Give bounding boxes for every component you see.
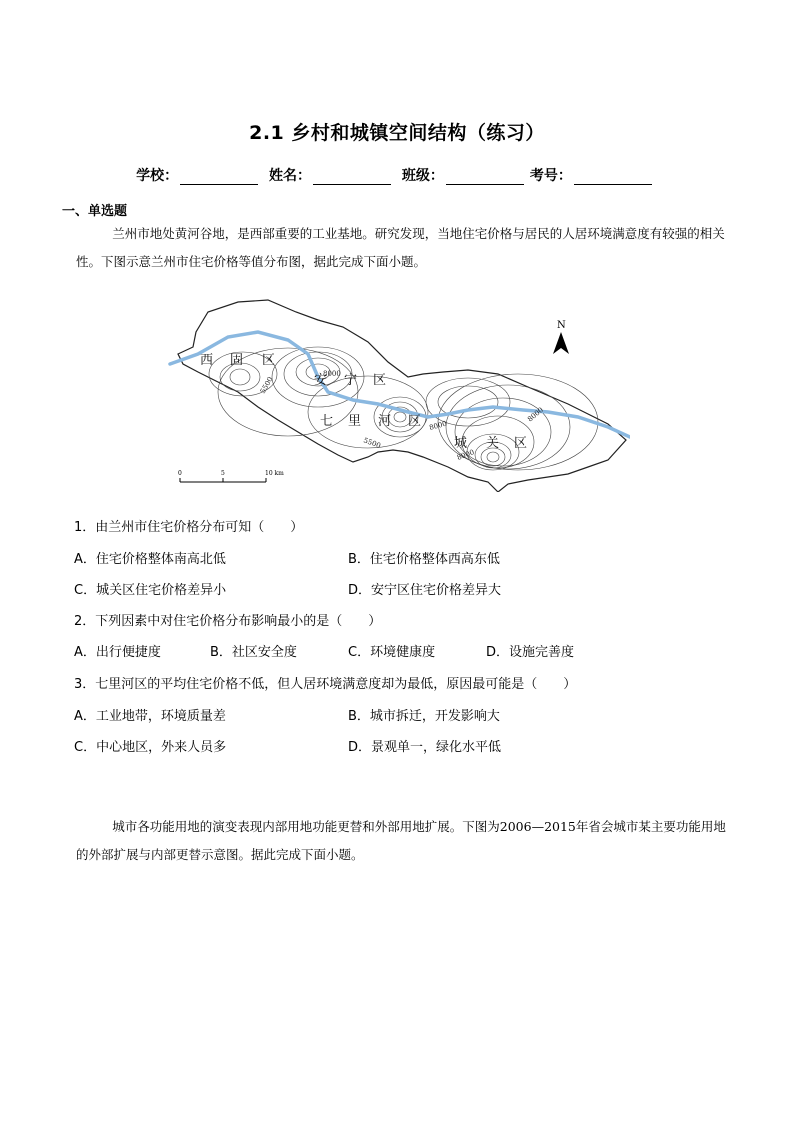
q3-option-b[interactable]: B．城市拆迁，开发影响大 [348, 709, 500, 724]
contour-label: 5500 [258, 375, 275, 395]
q3-option-a[interactable]: A．工业地带，环境质量差 [74, 709, 226, 724]
contour-label: 8000 [526, 405, 545, 424]
district-qilihe-1: 七 [320, 414, 334, 429]
student-info-row [0, 165, 794, 185]
district-chengguan-1: 城 [454, 436, 468, 451]
q3-option-c[interactable]: C．中心地区，外来人员多 [74, 740, 227, 755]
q2-option-d[interactable]: D．设施完善度 [486, 645, 575, 660]
district-xigu-3: 区 [262, 353, 276, 368]
district-chengguan-3: 区 [514, 436, 528, 451]
district-anning-3: 区 [373, 373, 387, 388]
section-heading: 一、单选题 [62, 204, 128, 219]
name-field[interactable] [313, 170, 391, 185]
contour-label: 5500 [362, 436, 382, 450]
north-label: N [557, 320, 566, 331]
contour-label: 8000 [428, 419, 448, 432]
svg-text:0: 0 [178, 470, 182, 477]
district-qilihe-4: 区 [408, 414, 422, 429]
district-xigu-1: 西 [200, 353, 214, 368]
contour-label: 8000 [323, 370, 341, 378]
contour-label: 8000 [455, 448, 476, 462]
scale-bar [178, 470, 284, 482]
exam-no-label: 考号： [529, 168, 572, 184]
passage-2: 城市各功能用地的演变表现内部用地功能更替和外部用地扩展。下图为2006—2015年省会城市某主要功能用地的外部扩展与内部更替示意图。据此完成下面小题。 [76, 819, 726, 862]
svg-text:10 km: 10 km [265, 470, 284, 477]
q1-option-b[interactable]: B．住宅价格整体西高东低 [348, 552, 500, 567]
lanzhou-housing-price-map [168, 292, 630, 492]
page-title: 2.1 乡村和城镇空间结构（练习） [249, 122, 545, 144]
q1-option-d[interactable]: D．安宁区住宅价格差异大 [348, 583, 502, 598]
q2-option-a[interactable]: A．出行便捷度 [74, 645, 161, 660]
north-arrow [553, 320, 569, 354]
q2-option-b[interactable]: B．社区安全度 [210, 645, 297, 660]
q3-option-d[interactable]: D．景观单一，绿化水平低 [348, 740, 502, 755]
school-label: 学校： [136, 168, 179, 184]
q1-option-c[interactable]: C．城关区住宅价格差异小 [74, 583, 227, 598]
class-label: 班级： [401, 168, 444, 184]
q1-option-a[interactable]: A．住宅价格整体南高北低 [74, 552, 226, 567]
passage-1: 兰州市地处黄河谷地，是西部重要的工业基地。研究发现，当地住宅价格与居民的人居环境满意度有较强的相关性。下图示意兰州市住宅价格等值分布图，据此完成下面小题。 [76, 226, 725, 269]
class-field[interactable] [446, 170, 524, 185]
svg-text:5: 5 [221, 470, 225, 477]
question-2: 2．下列因素中对住宅价格分布影响最小的是（ ） [74, 614, 382, 629]
district-qilihe-2: 里 [348, 414, 362, 429]
district-chengguan-2: 关 [486, 436, 500, 451]
exam-no-field[interactable] [574, 170, 652, 185]
name-label: 姓名： [269, 168, 311, 184]
district-xigu-2: 固 [230, 353, 244, 368]
district-anning-1: 安 [314, 373, 328, 388]
question-3: 3．七里河区的平均住宅价格不低，但人居环境满意度却为最低，原因最可能是（ ） [74, 677, 577, 692]
school-field[interactable] [180, 170, 258, 185]
q2-option-c[interactable]: C．环境健康度 [348, 645, 436, 660]
district-anning-2: 宁 [344, 373, 358, 388]
question-1: 1．由兰州市住宅价格分布可知（ ） [74, 520, 304, 535]
district-qilihe-3: 河 [378, 414, 392, 429]
